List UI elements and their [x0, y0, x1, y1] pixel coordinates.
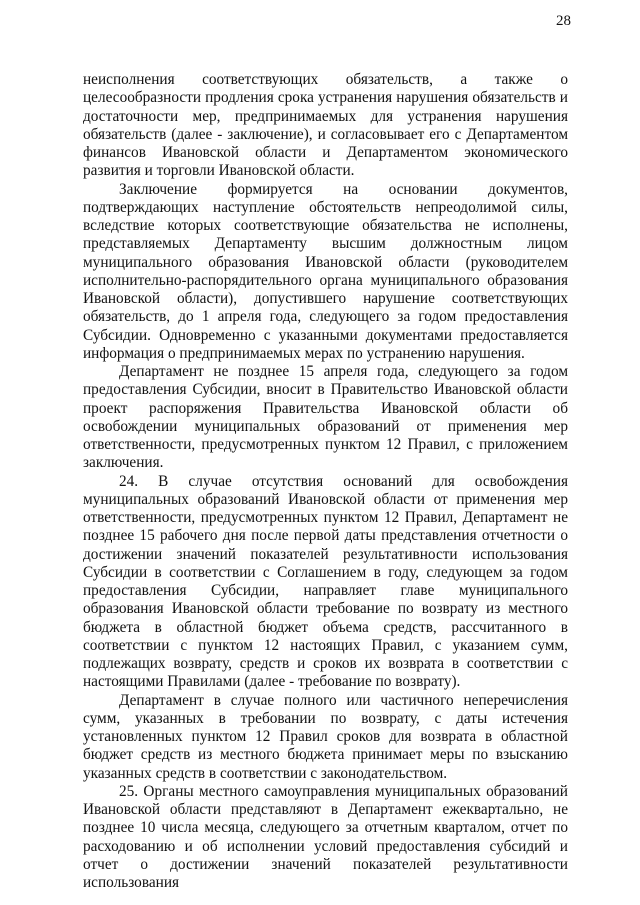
paragraph-clause-24: 24. В случае отсутствия оснований для освобождения муниципальных образований Ивановской области от применения мер ответственности, предусмотренных пунктом 12 Правил, Департамент не позднее 15 рабочего дня после первой даты представления отчетности о достижении значений показателей результативности использования Субсидии в соответствии с Соглашением в году, следующем за годом предоставления Субсидии, направляет главе муниципального образования Ивановской области требование по возврату из местного бюджета в областной бюджет объема средств, рассчитанного в соответствии с пунктом 12 настоящих Правил, с указанием сумм, подлежащих возврату, средств и сроков их возврата в соответствии с настоящими Правилами (далее - требование по возврату). — [83, 472, 568, 691]
paragraph-department-deadline: Департамент не позднее 15 апреля года, следующего за годом предоставления Субсидии, вносит в Правительство Ивановской области проект распоряжения Правительства Ивановской области об освобождении муниципальных образований от применения мер ответственности, предусмотренных пунктом 12 Правил, с приложением заключения. — [83, 363, 568, 472]
page-number: 28 — [556, 13, 571, 29]
paragraph-clause-25: 25. Органы местного самоуправления муниципальных образований Ивановской области представляют в Департамент ежеквартально, не позднее 10 числа месяца, следующего за отчетным кварталом, отчет по расходованию и об исполнении условий предоставления субсидий и отчет о достижении значений показателей результативности использования — [83, 782, 568, 891]
paragraph-department-recovery: Департамент в случае полного или частичного неперечисления сумм, указанных в требовании по возврату, с даты истечения установленных пунктом 12 Правил сроков для возврата в областной бюджет средств из местного бюджета принимает меры по взысканию указанных средств в соответствии с законодательством. — [83, 691, 568, 782]
paragraph-continuation: неисполнения соответствующих обязательств, а также о целесообразности продления срока устранения нарушения обязательств и достаточности мер, предпринимаемых для устранения нарушения обязательств (далее - заключение), и согласовывает его с Департаментом финансов Ивановской области и Департаментом экономического развития и торговли Ивановской области. — [83, 71, 568, 180]
paragraph-conclusion-basis: Заключение формируется на основании документов, подтверждающих наступление обстоятельств непреодолимой силы, вследствие которых соответствующие обязательства не исполнены, представляемых Департаменту высшим должностным лицом муниципального образования Ивановской области (руководителем исполнительно-распорядительного органа муниципального образования Ивановской области), допустившего нарушение соответствующих обязательств, до 1 апреля года, следующего за годом предоставления Субсидии. Одновременно с указанными документами предоставляется информация о предпринимаемых мерах по устранению нарушения. — [83, 180, 568, 362]
document-body — [83, 71, 568, 892]
